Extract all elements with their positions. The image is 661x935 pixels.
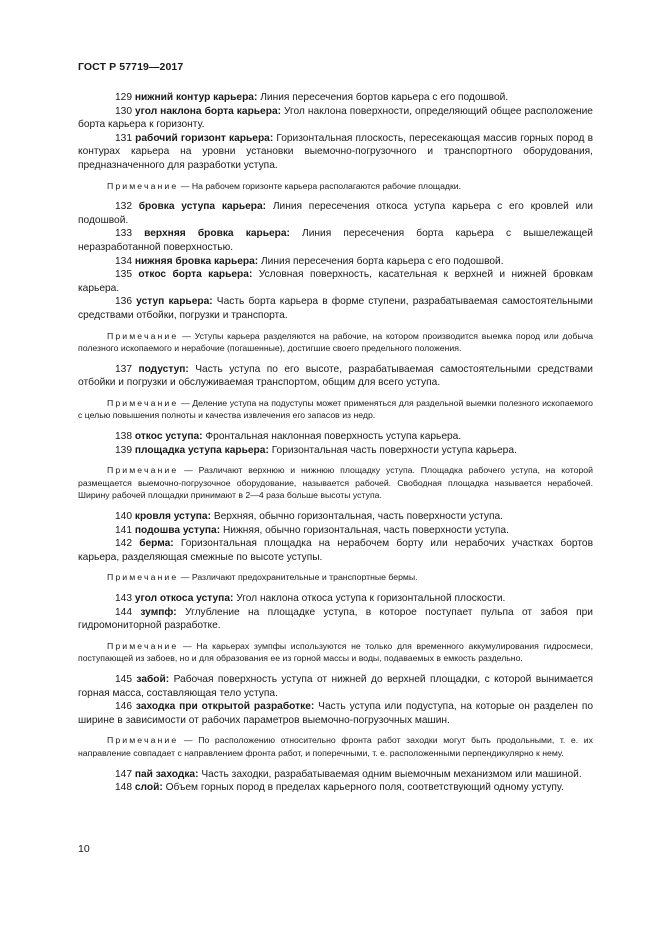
term-number: 142 bbox=[115, 538, 132, 550]
term-number: 131 bbox=[115, 132, 132, 144]
term-definition: Линия пересечения борта карьера с его подошвой. bbox=[261, 255, 504, 267]
term-entry-135 bbox=[78, 268, 593, 295]
term-name: угол откоса уступа: bbox=[134, 593, 234, 604]
term-number: 141 bbox=[115, 524, 132, 536]
term-number: 147 bbox=[115, 768, 132, 780]
term-definition: Часть борта карьера в форме ступени, разрабатываемая самостоятельными средствами отбойки, погрузки и транспорта. bbox=[78, 296, 593, 321]
term-name: подошва уступа: bbox=[134, 524, 221, 536]
term-name: площадка уступа карьера: bbox=[134, 444, 269, 456]
note-label: Примечание bbox=[107, 465, 179, 476]
term-definition: Угол наклона поверхности, определяющий общее расположение борта карьера к горизонту. bbox=[78, 105, 593, 131]
term-number: 139 bbox=[115, 444, 132, 456]
note bbox=[78, 640, 593, 665]
term-number: 148 bbox=[115, 782, 132, 794]
note-text: — На карьерах зумпфы используются не только для временного аккумулирования гидросмеси, поступающей из забоев, но и для образования ее из горной массы и воды, подаваемых в емкость раздельно. bbox=[78, 640, 593, 664]
term-definition: Линия пересечения бортов карьера с его подошвой. bbox=[260, 92, 509, 103]
page-number: 10 bbox=[78, 843, 90, 855]
term-number: 134 bbox=[115, 255, 132, 267]
term-entry-137 bbox=[78, 363, 593, 390]
term-entry-138 bbox=[78, 430, 593, 444]
term-entry-130 bbox=[78, 105, 593, 132]
term-name: откос борта карьера: bbox=[138, 269, 253, 281]
term-entry-145 bbox=[78, 673, 593, 700]
note-text: — Различают предохранительные и транспортные бермы. bbox=[180, 572, 418, 583]
term-name: бровка уступа карьера: bbox=[138, 201, 267, 213]
term-name: откос уступа: bbox=[134, 431, 203, 443]
term-number: 135 bbox=[115, 269, 132, 281]
term-name: нижний контур карьера: bbox=[134, 92, 258, 103]
term-entry-132 bbox=[78, 200, 593, 227]
term-name: подуступ: bbox=[138, 363, 189, 375]
term-entry-143 bbox=[78, 592, 593, 606]
term-name: берма: bbox=[139, 538, 174, 550]
term-number: 140 bbox=[115, 511, 132, 523]
term-definition: Часть уступа или подуступа, на которые он разделен по ширине в зависимости от рабочих параметров выемочно-погрузочных машин. bbox=[78, 701, 593, 726]
term-name: уступ карьера: bbox=[136, 296, 213, 308]
note bbox=[78, 571, 593, 584]
term-name: угол наклона борта карьера: bbox=[134, 105, 281, 117]
term-definition: Часть заходки, разрабатываемая одним выемочным механизмом или машиной. bbox=[201, 768, 582, 780]
term-entry-147 bbox=[78, 768, 593, 782]
note-label: Примечание bbox=[107, 640, 179, 651]
term-number: 138 bbox=[115, 431, 132, 443]
term-number: 143 bbox=[115, 593, 132, 604]
note bbox=[78, 397, 593, 422]
term-name: нижняя бровка карьера: bbox=[134, 255, 259, 267]
term-number: 145 bbox=[115, 673, 132, 685]
note-label: Примечание bbox=[107, 397, 179, 408]
note-label: Примечание bbox=[107, 180, 179, 191]
note bbox=[78, 180, 593, 193]
term-name: слой: bbox=[134, 782, 163, 794]
term-entry-131 bbox=[78, 132, 593, 173]
term-name: заходка при открытой разработке: bbox=[135, 701, 315, 713]
term-definition: Верхняя, обычно горизонтальная, часть поверхности уступа. bbox=[213, 511, 503, 523]
term-entry-129 bbox=[78, 91, 593, 105]
term-definition: Фронтальная наклонная поверхность уступа карьера. bbox=[205, 431, 462, 443]
term-entry-148 bbox=[78, 781, 593, 795]
term-definition: Горизонтальная часть поверхности уступа карьера. bbox=[271, 444, 517, 456]
term-name: пай заходка: bbox=[134, 768, 199, 780]
term-definition: Угол наклона откоса уступа к горизонтальной плоскости. bbox=[236, 593, 506, 604]
term-definition: Условная поверхность, касательная к верхней и нижней бровкам карьера. bbox=[78, 269, 593, 294]
term-entry-146 bbox=[78, 700, 593, 727]
term-number: 146 bbox=[115, 701, 132, 713]
note bbox=[78, 464, 593, 502]
term-entry-144 bbox=[78, 606, 593, 633]
term-definition: Часть уступа по его высоте, разрабатываемая самостоятельными средствами отбойки и погрузки и обслуживаемая транспортом, общим для всего уступа. bbox=[78, 363, 593, 389]
term-definition: Горизонтальная плоскость, пересекающая массив горных пород в контурах карьера на уровни установки выемочно-погрузочного и транспортного оборудования, предназначенного для разработки уступа. bbox=[78, 132, 593, 171]
term-name: верхняя бровка карьера: bbox=[144, 228, 290, 240]
term-definition: Нижняя, обычно горизонтальная, часть поверхности уступа. bbox=[222, 524, 509, 536]
note-text: — Уступы карьера разделяются на рабочие, на котором производится выемка пород или добыча полезного ископаемого и нерабочие (погашенные), достигшие своего предельного положения. bbox=[78, 330, 593, 354]
term-number: 137 bbox=[115, 363, 132, 375]
term-number: 130 bbox=[115, 105, 132, 117]
term-name: кровля уступа: bbox=[134, 511, 211, 523]
term-definition: Линия пересечения откоса уступа карьера с его кровлей или подошвой. bbox=[78, 201, 593, 226]
term-number: 133 bbox=[115, 228, 132, 240]
term-entry-139 bbox=[78, 444, 593, 458]
note-text: — По расположению относительно фронта работ заходки могут быть продольными, т. е. их направление совпадает с направлением фронта работ, и поперечными, т. е. расположенными перпендикулярно к нему. bbox=[78, 735, 593, 758]
term-number: 144 bbox=[115, 606, 132, 618]
term-definition: Углубление на площадке уступа, в которое поступает пульпа от забоя при гидромониторной разработке. bbox=[78, 606, 593, 632]
term-number: 136 bbox=[115, 296, 132, 308]
term-entry-142 bbox=[78, 537, 593, 564]
term-name: зумпф: bbox=[140, 606, 177, 618]
term-entry-134 bbox=[78, 255, 593, 269]
note-label: Примечание bbox=[107, 735, 179, 746]
term-entry-136 bbox=[78, 295, 593, 322]
term-entry-133 bbox=[78, 227, 593, 254]
note bbox=[78, 734, 593, 759]
term-definition: Линия пересечения борта карьера с вышележащей неразработанной поверхностью. bbox=[78, 228, 593, 253]
page-header: ГОСТ Р 57719—2017 bbox=[78, 61, 184, 73]
term-definition: Объем горных пород в пределах карьерного поля, соответствующий одному уступу. bbox=[165, 782, 564, 794]
note-text: — Деление уступа на подуступы может применяться для раздельной выемки полезного ископаемого с целью повышения полноты и качества извлечения его запасов из недр. bbox=[78, 397, 593, 421]
term-definition: Рабочая поверхность уступа от нижней до верхней площадки, с которой вынимается горная масса, составляющая тело уступа. bbox=[78, 673, 593, 699]
term-entry-140 bbox=[78, 510, 593, 524]
term-number: 129 bbox=[115, 92, 132, 103]
term-name: рабочий горизонт карьера: bbox=[135, 132, 274, 144]
note-label: Примечание bbox=[107, 330, 179, 341]
note bbox=[78, 330, 593, 355]
note-text: — На рабочем горизонте карьера располагаются рабочие площадки. bbox=[180, 180, 462, 191]
term-entry-141 bbox=[78, 524, 593, 538]
note-text: — Различают верхнюю и нижнюю площадку уступа. Площадка рабочего уступа, на которой размещается выемочно-погрузочное оборудование, называется рабочей. Свободная площадка называется нерабочей. Ширину рабочей площадки принимают в 2—4 раза больше высоты уступа. bbox=[78, 465, 593, 501]
term-number: 132 bbox=[115, 201, 132, 213]
document-body bbox=[78, 91, 593, 795]
term-definition: Горизонтальная площадка на нерабочем борту или нерабочих участках бортов карьера, разделяющая смежные по высоте уступы. bbox=[78, 538, 593, 563]
note-label: Примечание bbox=[107, 572, 179, 583]
term-name: забой: bbox=[136, 673, 170, 685]
